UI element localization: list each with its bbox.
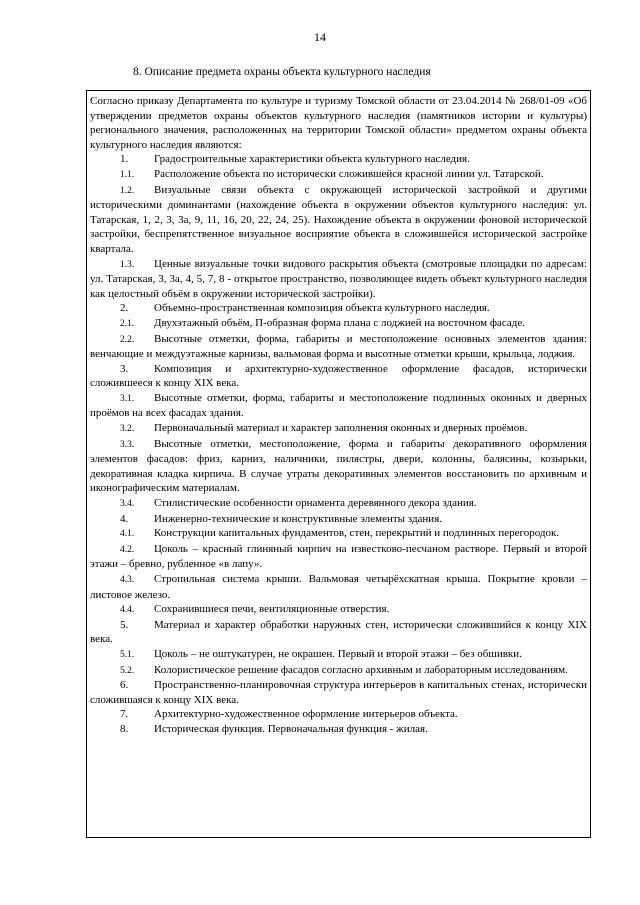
item-number: 3.1. (120, 393, 135, 404)
item-text: Композиция и архитектурно-художественное оформление фасадов, исторически сложившееся к концу XIX века. (90, 362, 587, 390)
item-number: 4.2. (120, 544, 135, 555)
item-number: 3.3. (120, 439, 135, 450)
item-text: Визуальные связи объекта с окружающей исторической застройкой и другими историческими доминантами (нахождение объекта в окружении объектов культурного наследия: ул. Татарская, 1, 2, 3, 3а, 9, 11, 16, 20, 22, 24, 25). Нахождение объекта в окружении фоновой исторической застройки, беспрепятственное визуальное восприятие объекта в сложившейся исторической застройке квартала. (90, 183, 587, 255)
item-text: Колористическое решение фасадов согласно архивным и лабораторным исследованиям. (154, 663, 568, 676)
item-text: Цоколь – красный глиняный кирпич на известково-песчаном растворе. Первый и второй этажи – бревно, рубленное «в лапу». (90, 542, 587, 571)
item-number: 3. (120, 362, 129, 375)
list-item (90, 647, 587, 663)
item-number: 2.1. (120, 318, 135, 329)
item-number: 1.1. (120, 169, 135, 180)
item-number: 4.4. (120, 605, 135, 616)
item-text: Историческая функция. Первоначальная функция - жилая. (154, 722, 428, 735)
item-text: Первоначальный материал и характер заполнения оконных и дверных проёмов. (154, 422, 528, 435)
list-item (90, 316, 587, 332)
item-number: 4.3. (120, 575, 135, 585)
item-number: 7. (120, 708, 129, 721)
list-item (90, 663, 587, 679)
list-item (90, 496, 587, 512)
list-item (90, 183, 587, 257)
item-text: Ценные визуальные точки видового раскрытия объекта (смотровые площадки по адресам: ул. Татарская, 3, 3а, 4, 5, 7, 8 - открытое пространство, позволяющее видеть объект культурного наследия как целостный объём в окружении исторической застройки). (90, 257, 587, 300)
list-item (90, 526, 587, 542)
item-number: 4. (120, 512, 129, 525)
item-number: 2. (120, 302, 129, 315)
list-item (90, 722, 587, 737)
item-number: 1. (120, 153, 129, 166)
list-item (90, 512, 587, 527)
item-text: Двухэтажный объём, П-образная форма плана с лоджией на восточном фасаде. (154, 316, 525, 329)
list-item (90, 572, 587, 602)
list-item (90, 542, 587, 572)
list-item (90, 167, 587, 183)
list-item (90, 437, 587, 496)
item-number: 1.3. (120, 259, 135, 270)
item-number: 5.2. (120, 665, 135, 676)
section-heading: 8. Описание предмета охраны объекта культурного наследия (133, 66, 431, 78)
item-text: Градостроительные характеристики объекта культурного наследия. (154, 153, 470, 166)
list-item (90, 391, 587, 421)
list-item (90, 618, 587, 647)
list-item (90, 152, 587, 167)
item-text: Стилистические особенности орнамента деревянного декора здания. (154, 497, 477, 510)
list-item (90, 301, 587, 316)
item-text: Стропильная система крыши. Вальмовая четырёхскатная крыша. Покрытие кровли – листовое железо. (90, 573, 587, 601)
items-list (90, 152, 587, 736)
item-text: Расположение объекта по исторически сложившейся красной линии ул. Татарской. (154, 167, 544, 180)
page-number: 14 (314, 30, 326, 44)
item-number: 5. (120, 618, 129, 631)
list-item (90, 421, 587, 437)
item-number: 3.2. (120, 424, 135, 435)
item-text: Высотные отметки, форма, габариты и местоположение основных элементов здания: венчающие и междуэтажные карнизы, вальмовая форма и высотные отметки крыши, крыльца, лоджия. (90, 332, 587, 361)
item-number: 8. (120, 722, 129, 735)
item-number: 2.2. (120, 334, 135, 345)
list-item (90, 362, 587, 391)
list-item (90, 332, 587, 362)
item-text: Пространственно-планировочная структура интерьеров в капитальных стенах, исторически сложившаяся к концу XIX века. (90, 679, 587, 706)
item-text: Объемно-пространственная композиция объекта культурного наследия. (154, 302, 490, 315)
protection-subject-table (86, 90, 591, 838)
item-text: Архитектурно-художественное оформление интерьеров объекта. (154, 708, 458, 721)
item-number: 1.2. (120, 185, 135, 196)
item-text: Высотные отметки, форма, габариты и местоположение подлинных оконных и дверных проёмов на всех фасадах здания. (90, 391, 587, 420)
list-item (90, 678, 587, 707)
item-number: 4.1. (120, 529, 135, 540)
list-item (90, 707, 587, 722)
item-number: 3.4. (120, 499, 135, 510)
item-text: Сохранившиеся печи, вентиляционные отверстия. (154, 603, 390, 616)
item-number: 6. (120, 679, 129, 692)
list-item (90, 257, 587, 302)
item-text: Материал и характер обработки наружных стен, исторически сложившийся к концу XIX века. (90, 618, 587, 646)
item-text: Инженерно-технические и конструктивные элементы здания. (154, 512, 443, 525)
list-item (90, 602, 587, 618)
item-text: Высотные отметки, местоположение, форма и габариты декоративного оформления элементов фасадов: фриз, карниз, наличники, пилястры, двери, колонны, балясины, козырьки, декоративная кладка кирпича. В случае утраты декоративных элементов восстановить по архивным и иконографическим материалам. (90, 437, 587, 495)
item-text: Цоколь – не оштукатурен, не окрашен. Первый и второй этажи – без обшивки. (154, 647, 522, 660)
item-number: 5.1. (120, 649, 135, 660)
intro-paragraph: Согласно приказу Департамента по культуре и туризму Томской области от 23.04.2014 № 268/01-09 «Об утверждении предметов охраны объектов культурного наследия (памятников истории и культуры) регионального значения, расположенных на территории Томской области» предметом охраны объекта культурного наследия являются: (90, 95, 587, 151)
item-text: Конструкции капитальных фундаментов, стен, перекрытий и подлинных перегородок. (154, 527, 560, 540)
